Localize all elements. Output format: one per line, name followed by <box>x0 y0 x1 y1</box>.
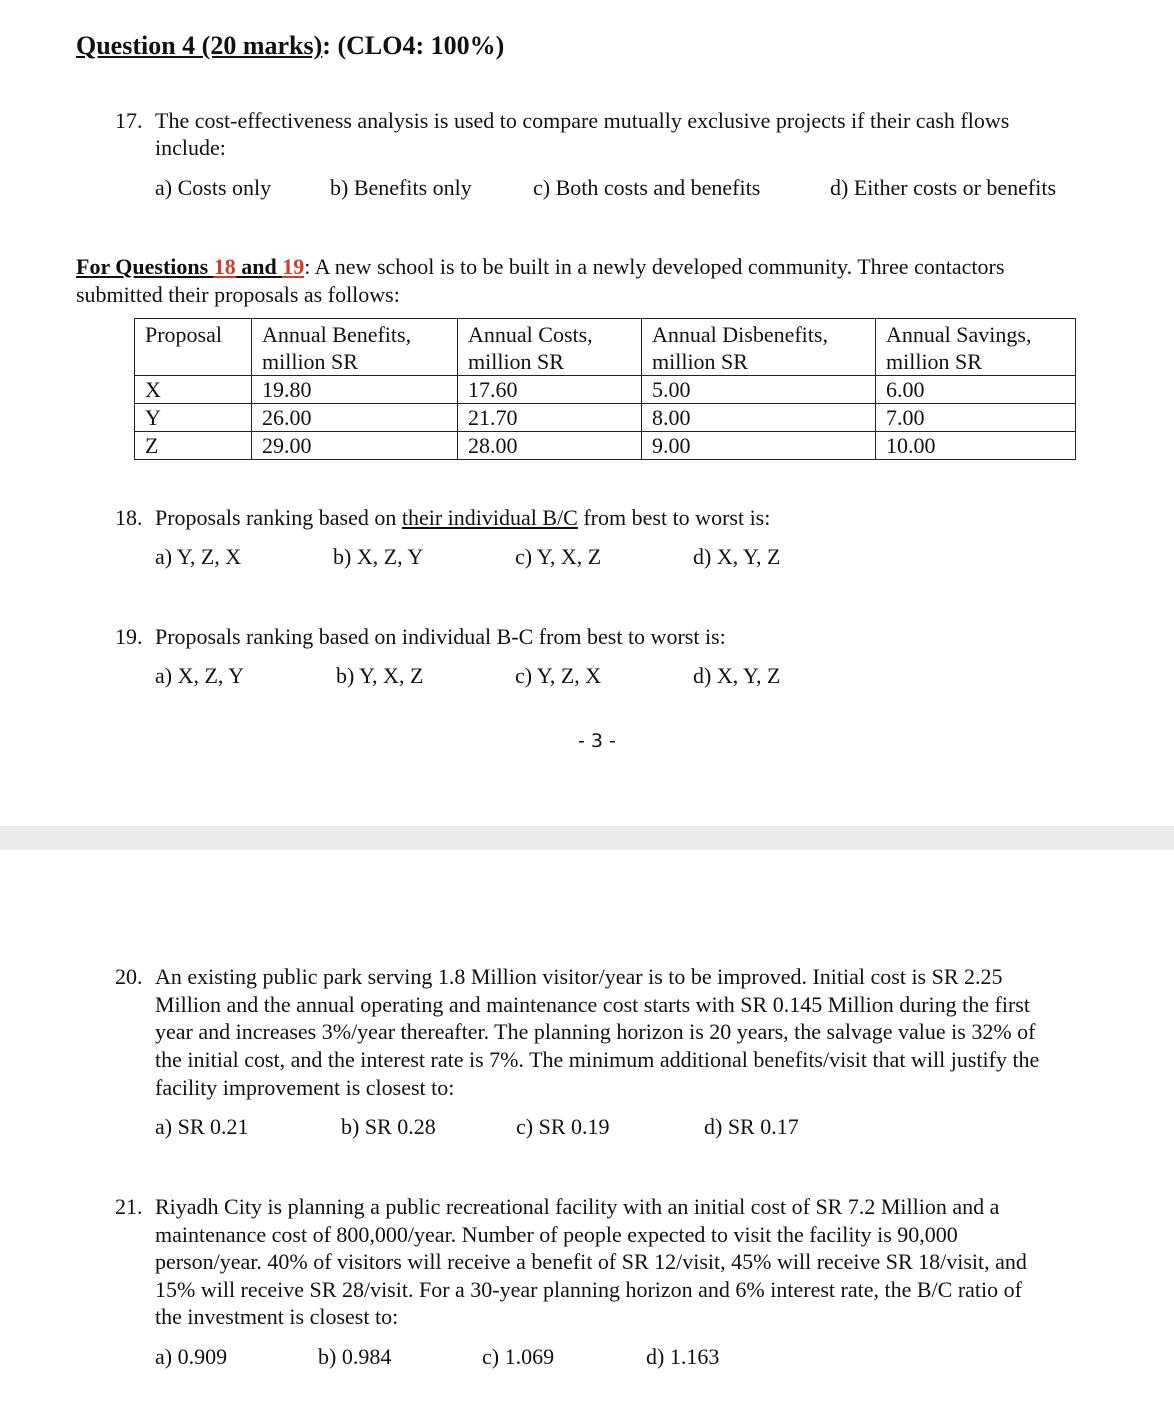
q20-text-line1: An existing public park serving 1.8 Million visitor/year is to be improved. Initial cost is SR 2.25 <box>155 964 1003 989</box>
q18-option-d: d) X, Y, Z <box>693 544 781 569</box>
intro-line2: submitted their proposals as follows: <box>76 282 400 307</box>
q17-text-line2: include: <box>155 135 226 160</box>
q20-text-line4: the initial cost, and the interest rate is 7%. The minimum additional benefits/visit that will justify the <box>155 1047 1040 1072</box>
q18-text: Proposals ranking based on their individual B/C from best to worst is: <box>155 505 771 530</box>
q21-text-line4: 15% will receive SR 28/visit. For a 30-year planning horizon and 6% interest rate, the B/C ratio of <box>155 1277 1022 1302</box>
q20-option-d: d) SR 0.17 <box>704 1114 799 1139</box>
proposals-table <box>134 318 1076 460</box>
cell-savings: 10.00 <box>876 432 1076 460</box>
q20-number: 20. <box>115 964 143 989</box>
table-row <box>135 376 1076 404</box>
table-header-row <box>135 319 1076 376</box>
q17-text-line1: The cost-effectiveness analysis is used to compare mutually exclusive projects if their cash flows <box>155 108 1010 133</box>
table-row <box>135 432 1076 460</box>
page-4 <box>0 850 1174 1401</box>
header-annual-savings: Annual Savings, million SR <box>876 319 1076 376</box>
page-number: - 3 - <box>578 730 616 752</box>
q20-option-c: c) SR 0.19 <box>516 1114 610 1139</box>
header-annual-costs: Annual Costs, million SR <box>458 319 642 376</box>
q19-option-c: c) Y, Z, X <box>515 663 602 688</box>
cell-disbenefits: 8.00 <box>642 404 876 432</box>
q17-option-a: a) Costs only <box>155 175 272 200</box>
q21-option-b: b) 0.984 <box>318 1344 392 1369</box>
cell-costs: 28.00 <box>458 432 642 460</box>
header-annual-benefits: Annual Benefits, million SR <box>252 319 458 376</box>
q21-option-d: d) 1.163 <box>646 1344 720 1369</box>
q17-option-b: b) Benefits only <box>330 175 472 200</box>
intro-line1: For Questions 18 and 19: A new school is to be built in a newly developed community. Three contactors <box>76 254 1005 279</box>
q17-option-c: c) Both costs and benefits <box>533 175 761 200</box>
cell-benefits: 26.00 <box>252 404 458 432</box>
q19-option-d: d) X, Y, Z <box>693 663 781 688</box>
cell-savings: 6.00 <box>876 376 1076 404</box>
question-heading: Question 4 (20 marks): (CLO4: 100%) <box>76 31 505 60</box>
header-annual-disbenefits: Annual Disbenefits, million SR <box>642 319 876 376</box>
q17-option-d: d) Either costs or benefits <box>830 175 1057 200</box>
q17-number: 17. <box>115 108 143 133</box>
cell-disbenefits: 5.00 <box>642 376 876 404</box>
q21-option-a: a) 0.909 <box>155 1344 228 1369</box>
cell-costs: 21.70 <box>458 404 642 432</box>
q21-option-c: c) 1.069 <box>482 1344 555 1369</box>
header-proposal: Proposal <box>135 319 252 376</box>
table-row <box>135 404 1076 432</box>
q19-text: Proposals ranking based on individual B-C from best to worst is: <box>155 624 726 649</box>
cell-benefits: 19.80 <box>252 376 458 404</box>
cell-proposal: X <box>135 376 252 404</box>
cell-proposal: Y <box>135 404 252 432</box>
q18-option-a: a) Y, Z, X <box>155 544 242 569</box>
q21-text-line3: person/year. 40% of visitors will receive a benefit of SR 12/visit, 45% will receive SR 18/visit, and <box>155 1249 1027 1274</box>
q20-text-line3: year and increases 3%/year thereafter. The planning horizon is 20 years, the salvage value is 32% of <box>155 1019 1036 1044</box>
cell-savings: 7.00 <box>876 404 1076 432</box>
q21-text-line2: maintenance cost of 800,000/year. Number of people expected to visit the facility is 90,000 <box>155 1222 958 1247</box>
q18-option-b: b) X, Z, Y <box>333 544 424 569</box>
q21-text-line5: the investment is closest to: <box>155 1304 399 1329</box>
q21-number: 21. <box>115 1194 143 1219</box>
cell-benefits: 29.00 <box>252 432 458 460</box>
q19-number: 19. <box>115 624 143 649</box>
q18-number: 18. <box>115 505 143 530</box>
cell-costs: 17.60 <box>458 376 642 404</box>
q20-option-a: a) SR 0.21 <box>155 1114 249 1139</box>
q19-option-a: a) X, Z, Y <box>155 663 244 688</box>
q18-option-c: c) Y, X, Z <box>515 544 602 569</box>
cell-disbenefits: 9.00 <box>642 432 876 460</box>
q19-option-b: b) Y, X, Z <box>336 663 424 688</box>
q20-option-b: b) SR 0.28 <box>341 1114 436 1139</box>
q20-text-line5: facility improvement is closest to: <box>155 1075 455 1100</box>
q20-text-line2: Million and the annual operating and maintenance cost starts with SR 0.145 Million during the first <box>155 992 1030 1017</box>
cell-proposal: Z <box>135 432 252 460</box>
q21-text-line1: Riyadh City is planning a public recreational facility with an initial cost of SR 7.2 Million and a <box>155 1194 1000 1219</box>
